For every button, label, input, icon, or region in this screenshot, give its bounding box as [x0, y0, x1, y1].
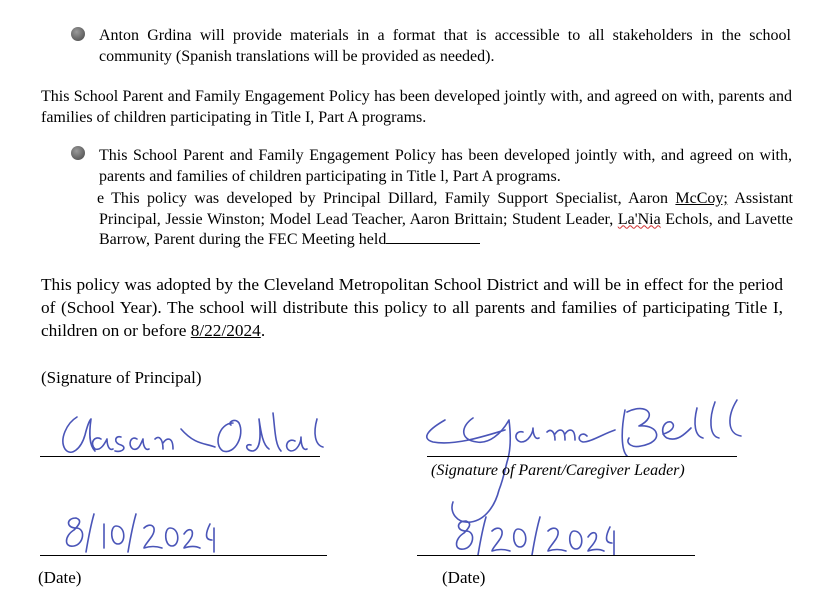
principal-date-handwritten: [60, 510, 220, 555]
principal-signature-line: [40, 456, 320, 457]
bullet-text-engagement-policy: This School Parent and Family Engagement Policy has been developed jointly with, and agreed on with, parents and families of children participating in Title l, Part A programs.: [99, 147, 792, 185]
paragraph-developed-by: [99, 189, 793, 251]
paragraph-engagement-policy: This School Parent and Family Engagement Policy has been developed jointly with, and agreed on with, parents and families of children participating in Title I, Part A programs.: [41, 88, 792, 126]
name-mccoy: McCoy;: [675, 190, 728, 207]
principal-date-line: [40, 555, 327, 556]
parent-signature-label: (Signature of Parent/Caregiver Leader): [431, 462, 685, 479]
principal-signature: [55, 405, 325, 460]
developed-prefix: e This policy was developed by Principal Dillard, Family Support Specialist, Aaron: [97, 190, 676, 207]
principal-date-label: (Date): [38, 568, 82, 587]
bullet-marker: [71, 27, 85, 41]
name-lania: La'Nia: [617, 210, 661, 228]
distribution-date: 8/22/2024: [190, 321, 261, 340]
developed-suffix: Echols, and Lavette Barrow, Parent during the FEC Meeting held: [99, 210, 793, 248]
paragraph-adopted: [41, 273, 783, 342]
parent-date-line: [417, 555, 695, 556]
parent-signature-line: [427, 456, 737, 457]
adopted-text: This policy was adopted by the Cleveland Metropolitan School District and will be in effect for the period of (School Year). The school will distribute this policy to all parents and families of participating Title I, children on or before: [41, 275, 783, 340]
bullet-marker: [71, 146, 85, 160]
developed-middle: Assistant Principal, Jessie Winston; Model Lead Teacher, Aaron Brittain; Student Leader,: [99, 190, 793, 228]
parent-date-label: (Date): [442, 568, 486, 587]
principal-signature-label: (Signature of Principal): [41, 368, 202, 387]
bullet-text-materials: Anton Grdina will provide materials in a format that is accessible to all stakeholders in the school community (Spanish translations will be provided as needed).: [99, 27, 791, 65]
parent-date-handwritten: [450, 513, 610, 558]
adopted-end: .: [260, 321, 266, 340]
meeting-date-blank: [386, 231, 480, 244]
